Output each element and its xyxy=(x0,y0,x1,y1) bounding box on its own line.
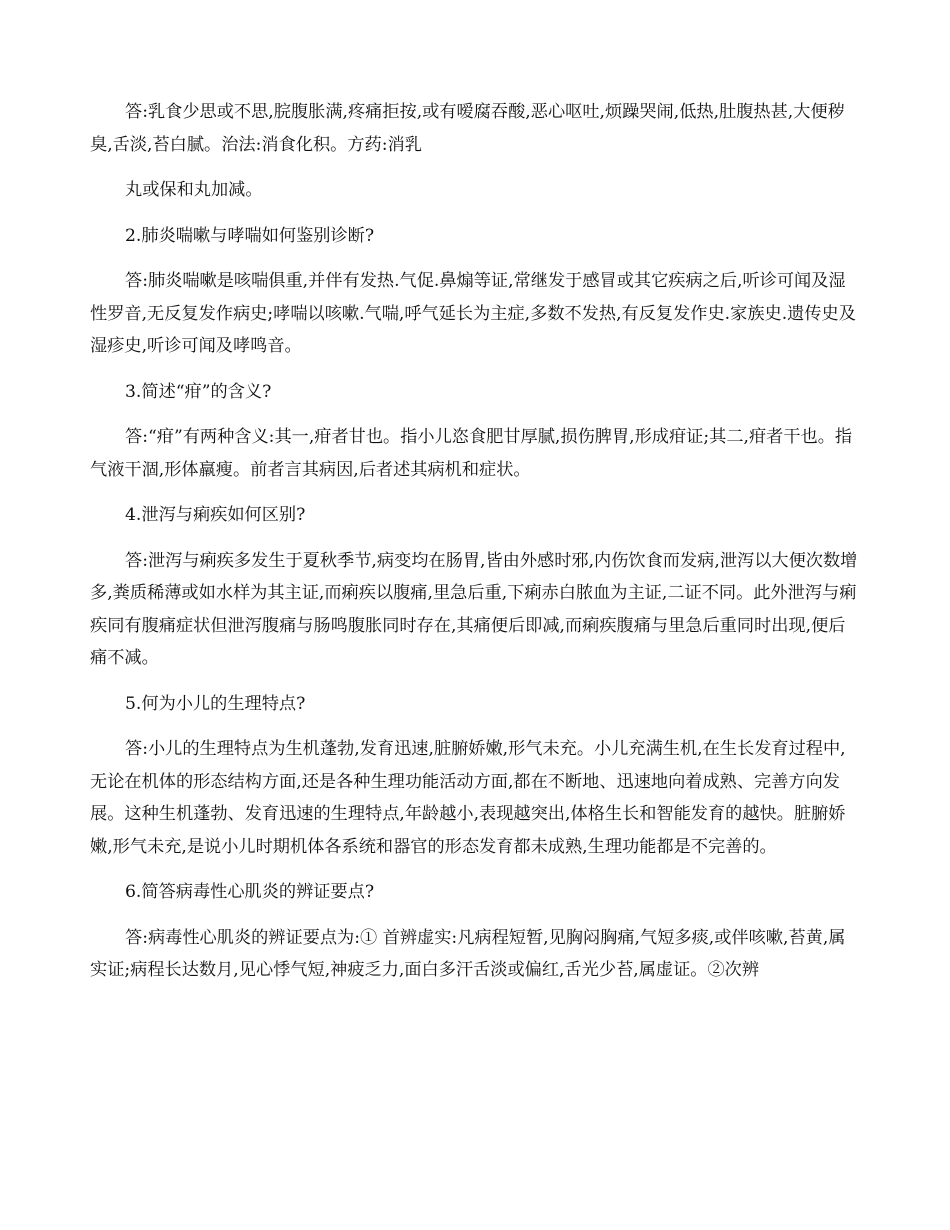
answer-paragraph: 答:乳食少思或不思,脘腹胀满,疼痛拒按,或有嗳腐吞酸,恶心呕吐,烦躁哭闹,低热,肚腹热甚,大便秽臭,舌淡,苔白腻。治法:消食化积。方药:消乳 xyxy=(90,102,845,155)
question-heading: 2.肺炎喘嗽与哮喘如何鉴别诊断? xyxy=(125,225,375,246)
question-heading: 3.简述“疳”的含义? xyxy=(125,381,272,402)
question-heading: 4.泄泻与痢疾如何区别? xyxy=(125,505,306,525)
answer-paragraph: 答:病毒性心肌炎的辨证要点为:① 首辨虚实:凡病程短暂,见胸闷胸痛,气短多痰,或伴咳嗽,苔黄,属实证;病程长达数月,见心悸气短,神疲乏力,面白多汗舌淡或偏红,舌光少苔,属虚证。②次辨 xyxy=(90,927,846,980)
question-heading: 5.何为小儿的生理特点? xyxy=(125,693,306,714)
answer-paragraph: 答:肺炎喘嗽是咳喘俱重,并伴有发热.气促.鼻煽等证,常继发于感冒或其它疾病之后,听诊可闻及湿性罗音,无反复发作病史;哮喘以咳嗽.气喘,呼气延长为主症,多数不发热,有反复发作史.家族史.遗传史及湿疹史,听诊可闻及哮鸣音。 xyxy=(90,271,856,356)
answer-paragraph: 答:“疳”有两种含义:其一,疳者甘也。指小儿恣食肥甘厚腻,损伤脾胃,形成疳证;其二,疳者干也。指气液干涸,形体羸瘦。前者言其病因,后者述其病机和症状。 xyxy=(90,427,853,480)
answer-paragraph: 答:小儿的生理特点为生机蓬勃,发育迅速,脏腑娇嫩,形气未充。小儿充满生机,在生长发育过程中,无论在机体的形态结构方面,还是各种生理功能活动方面,都在不断地、迅速地向着成熟、完善方向发展。这种生机蓬勃、发育迅速的生理特点,年龄越小,表现越突出,体格生长和智能发育的越快。脏腑娇嫩,形气未充,是说小儿时期机体各系统和器官的形态发育都未成熟,生理功能都是不完善的。 xyxy=(90,739,846,857)
answer-paragraph: 答:泄泻与痢疾多发生于夏秋季节,病变均在肠胃,皆由外感时邪,内伤饮食而发病,泄泻以大便次数增多,粪质稀薄或如水样为其主证,而痢疾以腹痛,里急后重,下痢赤白脓血为主证,二证不同。此外泄泻与痢疾同有腹痛症状但泄泻腹痛与肠鸣腹胀同时存在,其痛便后即减,而痢疾腹痛与里急后重同时出现,便后痛不减。 xyxy=(90,550,858,668)
answer-paragraph-continuation: 丸或保和丸加减。 xyxy=(125,180,263,200)
question-heading: 6.简答病毒性心肌炎的辨证要点? xyxy=(125,882,375,902)
document-page xyxy=(90,96,862,1000)
